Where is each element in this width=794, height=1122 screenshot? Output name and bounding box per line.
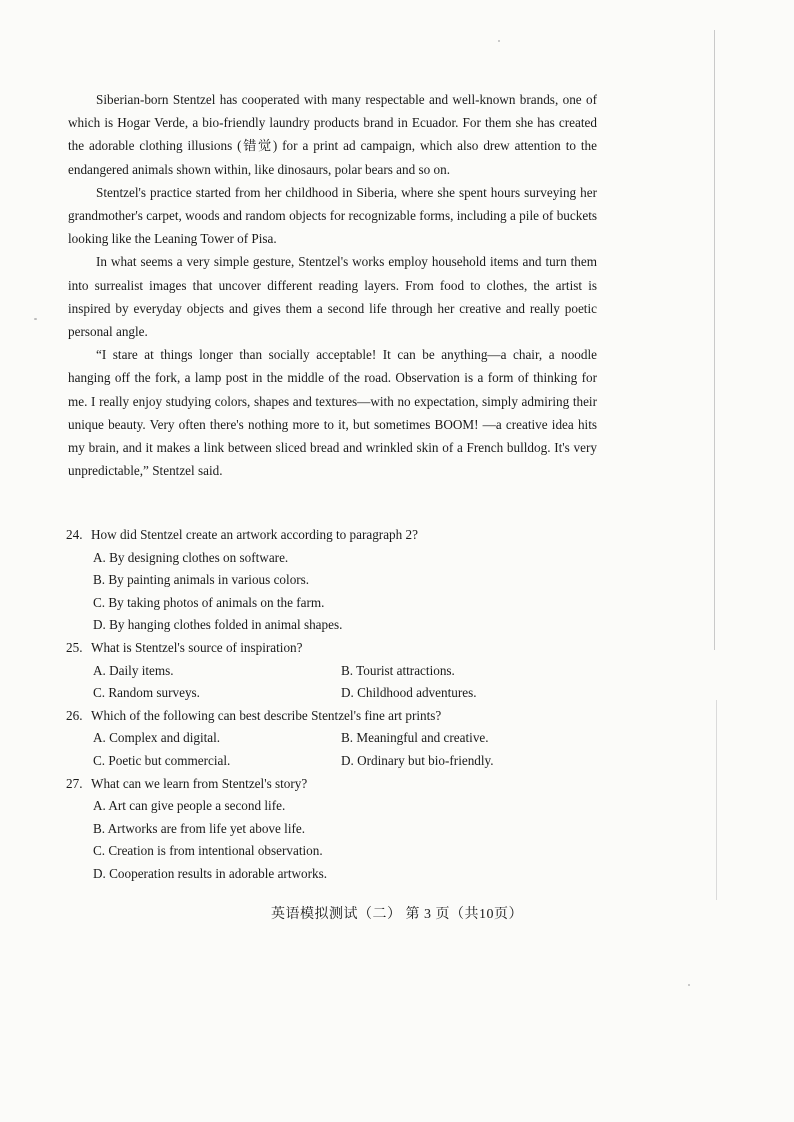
option-a: A. Art can give people a second life. [93, 798, 286, 814]
options [93, 795, 606, 885]
options [93, 727, 606, 772]
option-d: D. Childhood adventures. [341, 685, 477, 701]
option-b: B. Artworks are from life yet above life. [93, 820, 306, 836]
question-stem: Which of the following can best describe Stentzel's fine art prints? [91, 707, 442, 723]
question-number: 24. [66, 527, 83, 542]
scan-margin-line [714, 30, 715, 650]
option-d: D. By hanging clothes folded in animal shapes. [93, 617, 343, 633]
option-c: C. By taking photos of animals on the farm. [93, 594, 325, 610]
question-stem: How did Stentzel create an artwork according to paragraph 2? [91, 527, 418, 542]
option-b: B. Tourist attractions. [341, 662, 455, 678]
scan-speck [34, 318, 37, 320]
option-a: A. Daily items. [93, 662, 174, 678]
question-25 [66, 637, 606, 705]
scan-speck [688, 984, 690, 986]
question-26 [66, 705, 606, 773]
reading-passage [68, 88, 597, 482]
passage-paragraph-1: Siberian-born Stentzel has cooperated with many respectable and well-known brands, one of which is Hogar Verde, a bio-friendly laundry products brand in Ecuador. For them she has created the adorable clothing illusions (错觉) for a print ad campaign, which also drew attention to the endangered animals shown within, like dinosaurs, polar bears and so on. [68, 92, 597, 177]
option-a: A. Complex and digital. [93, 730, 221, 746]
question-24 [66, 524, 606, 637]
page-footer: 英语模拟测试（二） 第 3 页（共10页） [271, 907, 523, 922]
question-number: 25. [66, 639, 83, 655]
question-stem: What is Stentzel's source of inspiration? [91, 639, 303, 655]
options [93, 547, 606, 637]
question-number: 27. [66, 775, 83, 791]
question-27 [66, 773, 606, 886]
passage-paragraph-2: Stentzel's practice started from her childhood in Siberia, where she spent hours surveying her grandmother's carpet, woods and random objects for recognizable forms, including a pile of buckets looking like the Leaning Tower of Pisa. [68, 184, 597, 247]
option-b: B. By painting animals in various colors. [93, 572, 310, 588]
passage-paragraph-3: In what seems a very simple gesture, Stentzel's works employ household items and turn them into surrealist images that uncover different reading layers. From food to clothes, the artist is inspired by everyday objects and gives them a second life through her creative and really poetic personal angle. [68, 254, 597, 340]
option-b: B. Meaningful and creative. [341, 730, 489, 746]
option-c: C. Poetic but commercial. [93, 752, 231, 768]
option-c: C. Creation is from intentional observation. [93, 843, 323, 859]
question-list [66, 524, 606, 886]
question-number: 26. [66, 707, 83, 723]
options [93, 660, 606, 705]
scan-speck [498, 40, 500, 42]
question-stem: What can we learn from Stentzel's story? [91, 775, 308, 791]
option-c: C. Random surveys. [93, 685, 200, 701]
option-d: D. Cooperation results in adorable artworks. [93, 865, 328, 881]
option-a: A. By designing clothes on software. [93, 549, 289, 565]
passage-paragraph-4: “I stare at things longer than socially acceptable! It can be anything—a chair, a noodle hanging off the fork, a lamp post in the middle of the road. Observation is a form of thinking for me. I really enjoy studying colors, shapes and textures—with no expectation, simply admiring their unique beauty. Very often there's nothing more to it, but sometimes BOOM! —a creative idea hits my brain, and it makes a link between sliced bread and wrinkled skin of a French bulldog. It's very unpredictable,” Stentzel said. [68, 347, 597, 479]
scan-margin-line [716, 700, 717, 900]
option-d: D. Ordinary but bio-friendly. [341, 752, 494, 768]
